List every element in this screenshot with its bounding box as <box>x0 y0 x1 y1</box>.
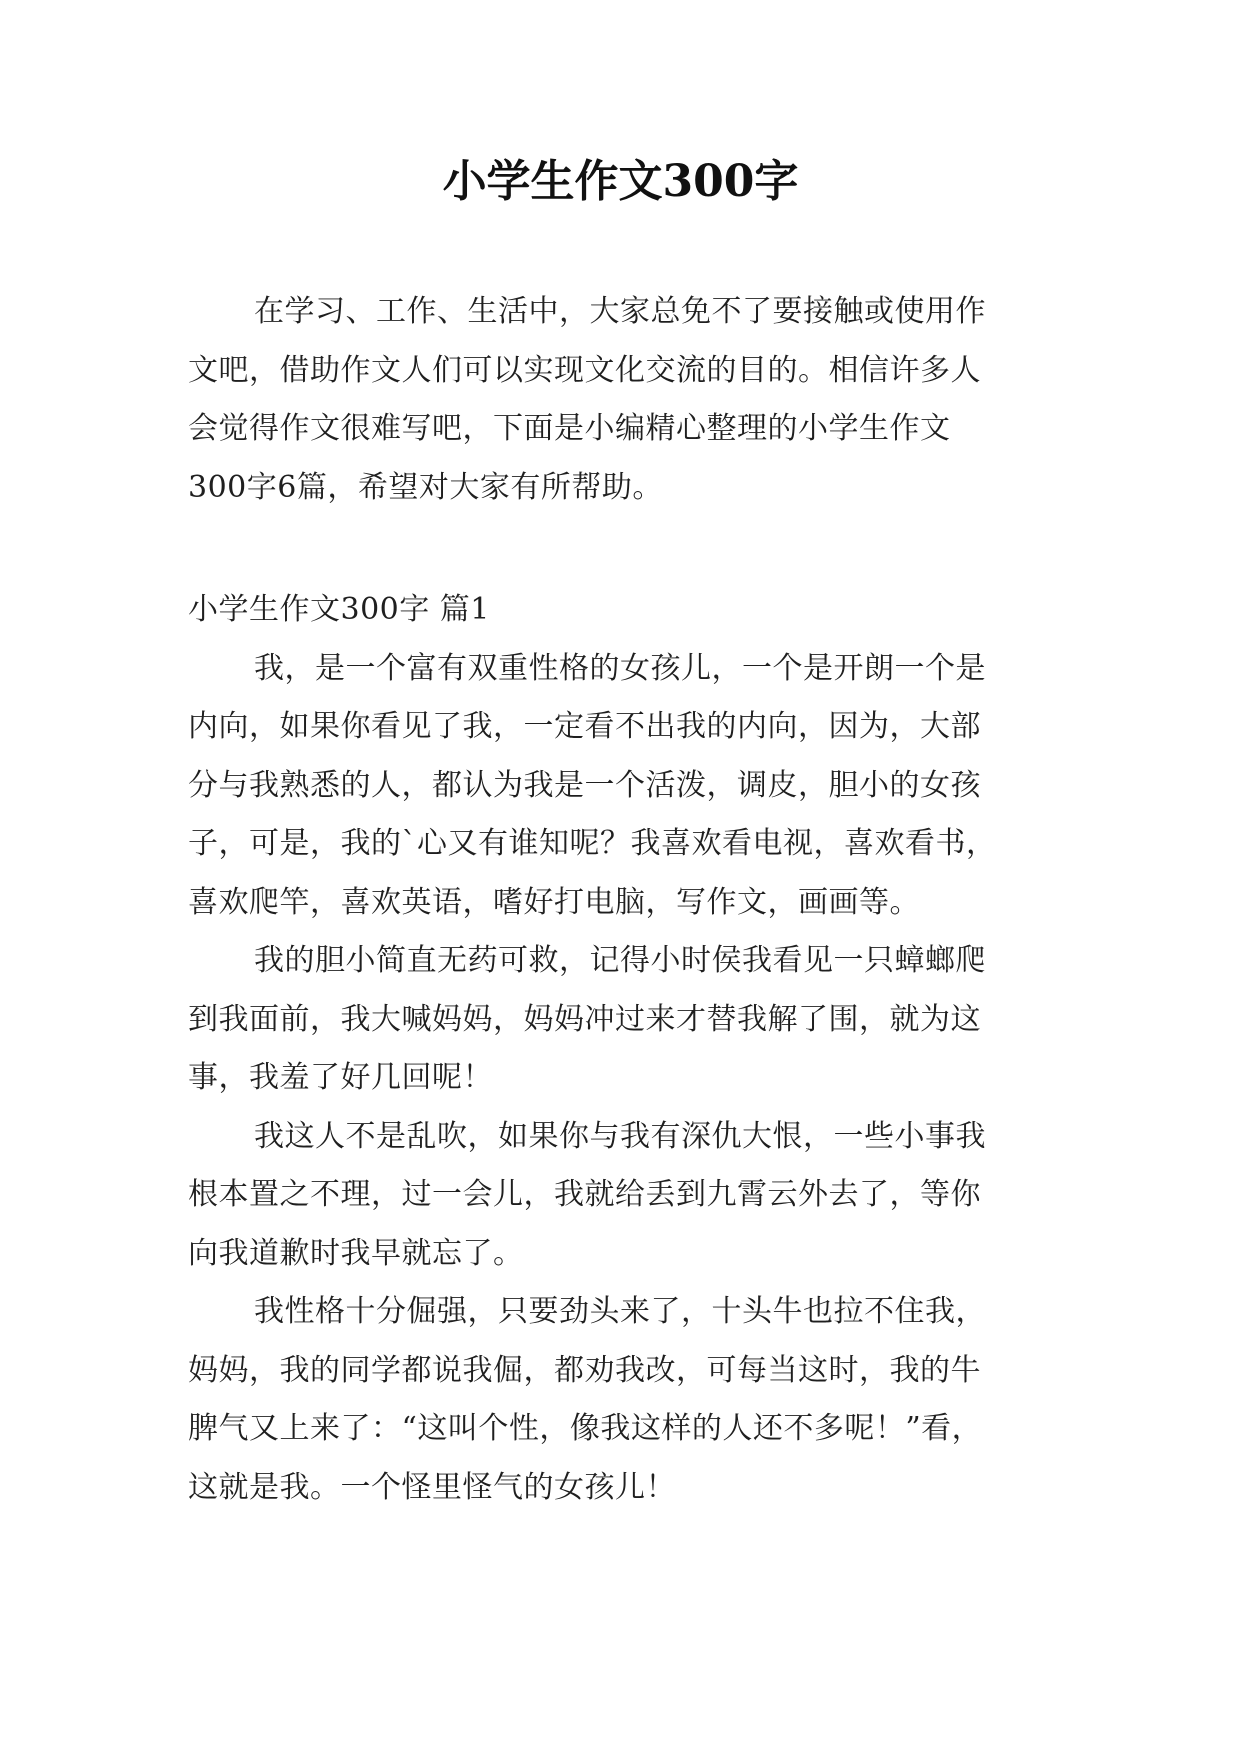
text-line: 我这人不是乱吹，如果你与我有深仇大恨，一些小事我 <box>254 1118 986 1154</box>
text-line: 我，是一个富有双重性格的女孩儿，一个是开朗一个是 <box>254 650 986 686</box>
text-line: 300字6篇，希望对大家有所帮助。 <box>188 469 663 505</box>
text-line: 我的胆小简直无药可救，记得小时侯我看见一只蟑螂爬 <box>254 943 986 978</box>
text-line: 脾气又上来了：“这叫个性，像我这样的人还不多呢！”看， <box>188 1411 983 1446</box>
text-line: 喜欢爬竿，喜欢英语，嗜好打电脑，写作文，画画等。 <box>188 884 920 920</box>
paragraph <box>188 1108 1068 1284</box>
text-line: 子，可是，我的`心又有谁知呢？我喜欢看电视，喜欢看书， <box>188 826 997 861</box>
page-title: 小学生作文300字 <box>442 156 799 207</box>
paragraph <box>188 932 1068 1108</box>
text-line: 这就是我。一个怪里怪气的女孩儿！ <box>188 1469 676 1505</box>
text-line: 内向，如果你看见了我，一定看不出我的内向，因为，大部 <box>188 709 981 744</box>
text-line: 我性格十分倔强，只要劲头来了，十头牛也拉不住我， <box>254 1294 986 1329</box>
text-line: 向我道歉时我早就忘了。 <box>188 1235 524 1271</box>
paragraph <box>188 1283 1068 1517</box>
text-line: 事，我羞了好几回呢！ <box>188 1060 493 1095</box>
text-line: 妈妈，我的同学都说我倔，都劝我改，可每当这时，我的牛 <box>188 1352 981 1388</box>
paragraph <box>188 640 1068 933</box>
text-line: 根本置之不理，过一会儿，我就给丢到九霄云外去了，等你 <box>188 1177 981 1212</box>
text-line: 到我面前，我大喊妈妈，妈妈冲过来才替我解了围，就为这 <box>188 1001 981 1037</box>
text-line: 会觉得作文很难写吧，下面是小编精心整理的小学生作文 <box>188 411 951 446</box>
intro-paragraph <box>188 283 1068 517</box>
text-line: 在学习、工作、生活中，大家总免不了要接触或使用作 <box>254 294 986 329</box>
text-line: 分与我熟悉的人，都认为我是一个活泼，调皮，胆小的女孩 <box>188 767 981 803</box>
text-line: 文吧，借助作文人们可以实现文化交流的目的。相信许多人 <box>188 352 981 388</box>
document-body <box>188 283 1068 1517</box>
section-heading: 小学生作文300字 篇1 <box>188 592 490 627</box>
